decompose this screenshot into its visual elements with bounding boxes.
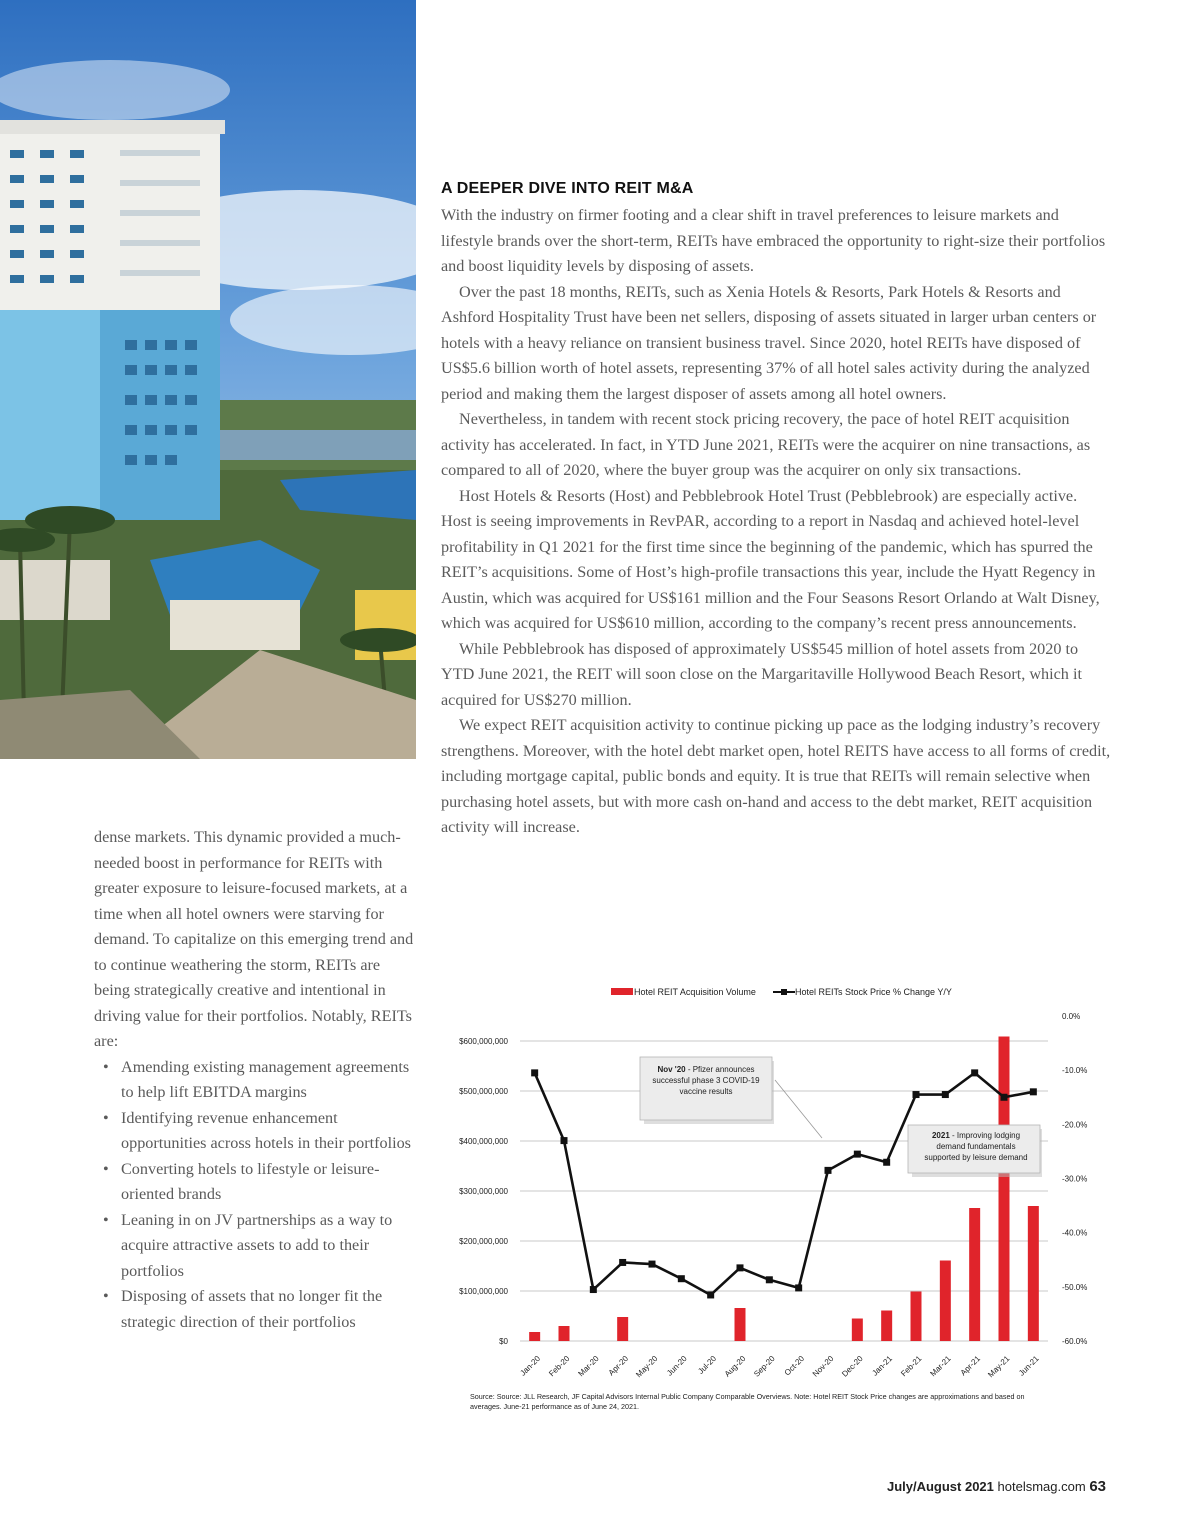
x-tick-label: Feb-20 [547, 1354, 572, 1379]
chart-bar [735, 1308, 746, 1341]
list-item [94, 1106, 419, 1157]
footer-issue: July/August 2021 [886, 1479, 994, 1494]
line-marker [619, 1259, 626, 1266]
line-marker [561, 1137, 568, 1144]
line-marker [737, 1264, 744, 1271]
x-tick-label: Mar-20 [576, 1354, 601, 1379]
line-marker [913, 1091, 920, 1098]
line-marker [854, 1151, 861, 1158]
y-tick-label: $100,000,000 [459, 1287, 508, 1296]
bullet-list [94, 1055, 419, 1336]
line-marker [1030, 1088, 1037, 1095]
list-item-text: Leaning in on JV partnerships as a way to acquire attractive assets to add to their portfolios [121, 1210, 393, 1280]
left-column-intro: dense markets. This dynamic provided a much-needed boost in performance for REITs with greater exposure to leisure-focused markets, at a time when all hotel owners were starving for demand. To capitalize on this emerging trend and to continue weathering the storm, REITs are being strategically creative and intentional in driving value for their portfolios. Notably, REITs are: [94, 828, 414, 1050]
legend-label: Hotel REIT Acquisition Volume [634, 987, 756, 997]
y-tick-label: $400,000,000 [459, 1137, 508, 1146]
chart-bar [881, 1311, 892, 1342]
series-line [535, 1073, 1034, 1295]
annotation-text: demand fundamentals [936, 1142, 1016, 1151]
annotation-text: successful phase 3 COVID-19 [652, 1076, 760, 1085]
y-tick-label: $500,000,000 [459, 1087, 508, 1096]
chart-bar [969, 1208, 980, 1341]
line-marker [590, 1286, 597, 1293]
line-marker [942, 1091, 949, 1098]
x-tick-label: Jan-21 [870, 1354, 895, 1378]
line-marker [531, 1069, 538, 1076]
y2-tick-label: -40.0% [1062, 1228, 1088, 1238]
hotel-photo [0, 0, 416, 759]
bullet-icon: • [103, 1210, 109, 1229]
chart-bar [617, 1317, 628, 1341]
y-tick-label: $600,000,000 [459, 1037, 508, 1046]
left-column [94, 825, 419, 1335]
page-footer [887, 1478, 1106, 1495]
x-tick-label: Jan-20 [518, 1354, 543, 1378]
x-tick-label: Jun-21 [1017, 1354, 1041, 1378]
y2-tick-label: -30.0% [1062, 1174, 1088, 1184]
line-marker [971, 1069, 978, 1076]
bullet-icon: • [103, 1287, 109, 1305]
y-tick-label: $0 [499, 1337, 508, 1346]
line-marker [766, 1276, 773, 1283]
chart-bar [940, 1261, 951, 1342]
line-marker [825, 1167, 832, 1174]
list-item [94, 1055, 419, 1106]
annotation-text: Nov '20 - Pfizer announces [657, 1065, 755, 1074]
x-tick-label: Dec-20 [840, 1354, 865, 1379]
y2-tick-label: -20.0% [1062, 1120, 1088, 1130]
chart-source: Source: Source: JLL Research, JF Capital Advisors Internal Public Company Comparable Overviews. Note: Hotel REIT Stock Price changes are approximations and based on [470, 1392, 1025, 1401]
line-marker [795, 1284, 802, 1291]
list-item-text: Converting hotels to lifestyle or leisure-oriented brands [121, 1159, 380, 1203]
chart-bar [999, 1037, 1010, 1342]
y2-tick-label: -60.0% [1062, 1337, 1088, 1346]
list-item-text: Disposing of assets that no longer fit the strategic direction of their portfolios [121, 1287, 383, 1331]
article-paragraph: Host Hotels & Resorts (Host) and Pebblebrook Hotel Trust (Pebblebrook) are especially active. Host is seeing improvements in RevPAR, according to a report in Nasdaq and achieved hotel-level profitability in Q1 2021 for the first time since the beginning of the pandemic, which has spurred the REIT’s acquisitions. Some of Host’s high-profile transactions this year, include the Hyatt Regency in Austin, which was acquired for US$161 million and the Four Seasons Resort Orlando at Walt Disney, which was acquired for US$610 million, according to the company’s recent press announcements. [441, 486, 1100, 632]
y2-tick-label: -10.0% [1062, 1066, 1088, 1076]
article-paragraph: Over the past 18 months, REITs, such as Xenia Hotels & Resorts, Park Hotels & Resorts and Ashford Hospitality Trust have been net sellers, disposing of assets situated in larger urban centers or hotels with a heavy reliance on transient business travel. Since 2020, hotel REITs have disposed of US$5.6 billion worth of hotel assets, representing 37% of all hotel sales activity during the analyzed period and making them the largest disposer of assets among all hotel owners. [441, 282, 1097, 403]
x-tick-label: Mar-21 [928, 1354, 953, 1379]
x-tick-label: Nov-20 [810, 1354, 836, 1379]
x-tick-label: Feb-21 [899, 1354, 924, 1379]
chart-svg [430, 975, 1110, 1425]
chart-bar [852, 1319, 863, 1342]
line-marker [1001, 1094, 1008, 1101]
footer-site: hotelsmag.com [997, 1479, 1086, 1494]
line-marker [678, 1275, 685, 1282]
y-tick-label: $300,000,000 [459, 1187, 508, 1196]
legend-bar-swatch [611, 988, 633, 995]
annotation-leader [775, 1080, 822, 1138]
chart-bar [911, 1292, 922, 1342]
list-item [94, 1208, 419, 1285]
chart-source: averages. June-21 performance as of June 24, 2021. [470, 1402, 640, 1411]
line-marker [649, 1261, 656, 1268]
bullet-icon: • [103, 1057, 109, 1076]
x-tick-label: Jun-20 [665, 1354, 689, 1378]
x-tick-label: Aug-20 [722, 1354, 748, 1379]
legend-line-marker [781, 989, 787, 995]
chart-bar [559, 1326, 570, 1341]
list-item-text: Identifying revenue enhancement opportunities across hotels in their portfolios [121, 1108, 411, 1152]
y-tick-label: $200,000,000 [459, 1237, 508, 1246]
line-marker [883, 1159, 890, 1166]
x-tick-label: Jul-20 [696, 1354, 719, 1376]
reit-chart [430, 975, 1110, 1425]
page-number: 63 [1089, 1478, 1106, 1495]
article-body [441, 203, 1111, 841]
article-paragraph: We expect REIT acquisition activity to continue picking up pace as the lodging industry’s recovery strengthens. Moreover, with the hotel debt market open, hotel REITS have access to all forms of credit, including mortgage capital, public bonds and equity. It is true that REITs will remain selective when purchasing hotel assets, but with more cash on-hand and access to the debt market, REIT acquisition activity will increase. [441, 716, 1111, 836]
legend-label: Hotel REITs Stock Price % Change Y/Y [795, 987, 952, 997]
article-heading: A DEEPER DIVE INTO REIT M&A [441, 180, 694, 197]
x-tick-label: Oct-20 [782, 1354, 807, 1378]
article-paragraph: While Pebblebrook has disposed of approximately US$545 million of hotel assets from 2020 to YTD June 2021, the REIT will soon close on the Margaritaville Hollywood Beach Resort, which it acquired for US$270 million. [441, 639, 1082, 709]
article-paragraph: Nevertheless, in tandem with recent stock pricing recovery, the pace of hotel REIT acquisition activity has accelerated. In fact, in YTD June 2021, REITs were the acquirer on nine transactions, as compared to all of 2020, where the buyer group was the acquirer on only six transactions. [441, 410, 1091, 479]
bullet-icon: • [103, 1108, 109, 1127]
list-item-text: Amending existing management agreements to help lift EBITDA margins [121, 1057, 410, 1101]
list-item [94, 1284, 419, 1335]
list-item [94, 1157, 419, 1208]
x-tick-label: May-21 [986, 1354, 1012, 1380]
annotation-text: supported by leisure demand [924, 1153, 1028, 1162]
chart-bar [1028, 1206, 1039, 1341]
chart-bar [529, 1332, 540, 1341]
article-paragraph: With the industry on firmer footing and a clear shift in travel preferences to leisure markets and lifestyle brands over the short-term, REITs have embraced the opportunity to right-size their portfolios and boost liquidity levels by disposing of assets. [441, 206, 1106, 275]
y2-tick-label: 0.0% [1062, 1012, 1081, 1021]
x-tick-label: Apr-21 [958, 1354, 983, 1378]
x-tick-label: Sep-20 [752, 1354, 777, 1379]
line-marker [707, 1291, 714, 1298]
x-tick-label: May-20 [634, 1354, 660, 1380]
annotation-text: 2021 - Improving lodging [931, 1131, 1021, 1140]
bullet-icon: • [103, 1159, 109, 1178]
y2-tick-label: -50.0% [1062, 1282, 1088, 1292]
x-tick-label: Apr-20 [606, 1354, 631, 1378]
annotation-text: vaccine results [679, 1087, 733, 1096]
